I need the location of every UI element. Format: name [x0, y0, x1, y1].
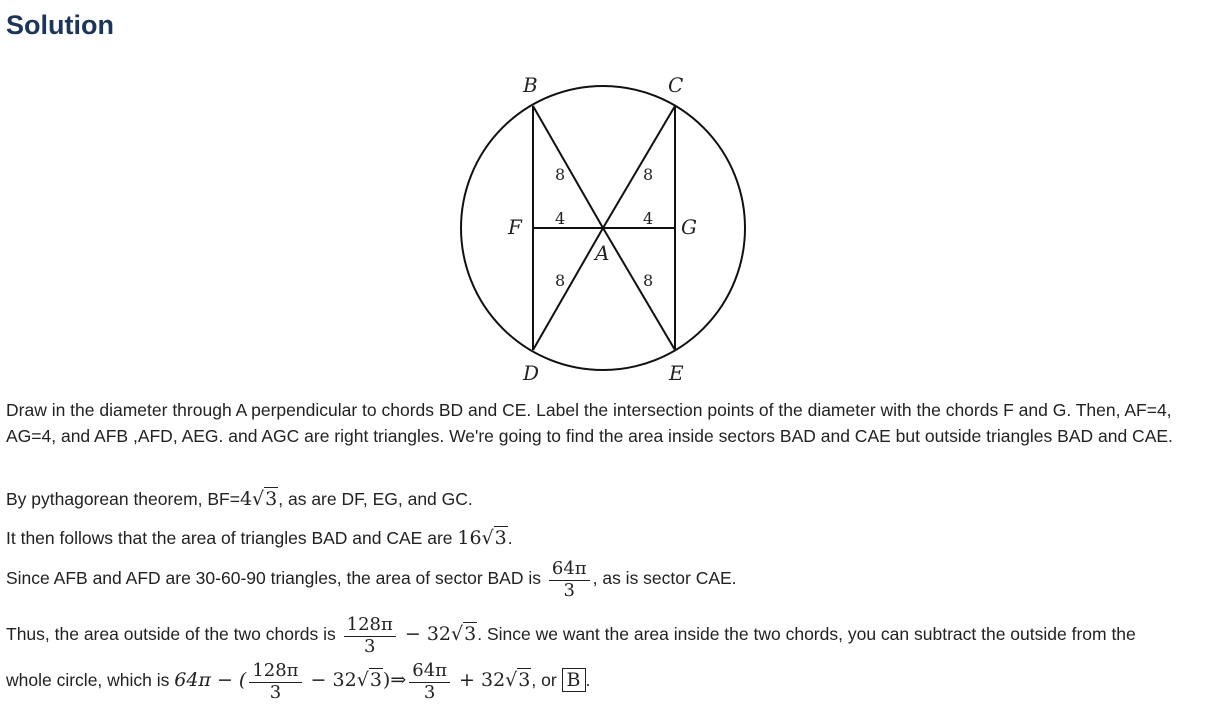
p5-sqrt: √3	[451, 623, 477, 646]
paragraph-outside-area	[6, 614, 1136, 657]
p3-sqrt: √3	[481, 527, 507, 549]
p4-text-before: Since AFB and AFD are 30-60-90 triangles, the area of sector BAD is	[6, 568, 546, 589]
segment-ab	[533, 106, 603, 228]
p5-text-before: Thus, the area outside of the two chords is	[6, 624, 341, 645]
p6-sqrt-1: √3	[356, 669, 382, 692]
p2-text-before: By pythagorean theorem, BF=	[6, 489, 240, 509]
p6-end: .	[585, 670, 591, 691]
p6-lead: 64π − (	[174, 669, 247, 692]
paragraph-setup: Draw in the diameter through A perpendicular to chords BD and CE. Label the intersection points of the diameter with the chords F and G. Then, AF=4, AG=4, and AFB ,AFD, AEG. and AGC are right triangles. We're going to find the area inside sectors BAD and CAE but outside triangles BAD and CAE.	[6, 400, 1173, 446]
segment-ad	[533, 228, 603, 350]
length-af: 4	[555, 209, 566, 228]
label-d: D	[523, 361, 540, 385]
paragraph-final-answer	[6, 660, 590, 703]
p2-text-after: , as are DF, EG, and GC.	[278, 489, 473, 509]
p3-coef: 16	[457, 527, 482, 549]
length-ae: 8	[643, 271, 654, 290]
p6-plus: + 32	[452, 669, 506, 692]
p2-coef: 4	[239, 488, 253, 510]
paragraph-sector-area	[6, 558, 737, 601]
length-ab: 8	[555, 165, 566, 184]
paragraph-pythagorean	[6, 486, 473, 512]
p5-fraction: $\frac{128\pi}{3}$	[344, 614, 396, 657]
segment-ac	[603, 106, 675, 228]
solution-heading: Solution	[6, 10, 114, 40]
label-g: G	[681, 215, 697, 239]
label-f: F	[508, 215, 522, 239]
length-ad: 8	[555, 271, 566, 290]
p6-text-before: whole circle, which is	[6, 670, 175, 691]
geometry-figure	[455, 68, 755, 388]
p6-fraction-2: $\frac{64\pi}{3}$	[409, 660, 450, 703]
length-ac: 8	[643, 165, 654, 184]
p4-text-after: , as is sector CAE.	[592, 568, 737, 589]
label-a: A	[595, 241, 610, 265]
paragraph-triangle-area	[6, 525, 513, 551]
p6-close: )⇒	[382, 669, 407, 692]
p3-text-after: .	[507, 528, 513, 548]
answer-box: B	[562, 668, 586, 692]
p2-sqrt: √3	[252, 488, 278, 510]
p5-minus: − 32	[398, 623, 452, 646]
label-b: B	[523, 73, 538, 97]
p6-or: , or	[531, 670, 562, 691]
length-ag: 4	[643, 209, 654, 228]
p6-minus: − 32	[304, 669, 357, 692]
label-c: C	[668, 73, 684, 97]
p6-fraction-1: $\frac{128\pi}{3}$	[249, 660, 301, 703]
p4-fraction: $\frac{64\pi}{3}$	[549, 558, 590, 601]
p5-text-after: . Since we want the area inside the two chords, you can subtract the outside from the	[477, 624, 1136, 645]
p3-text-before: It then follows that the area of triangles BAD and CAE are	[6, 528, 458, 548]
label-e: E	[669, 361, 684, 385]
segment-ae	[603, 228, 675, 350]
p6-sqrt-2: √3	[505, 669, 531, 692]
